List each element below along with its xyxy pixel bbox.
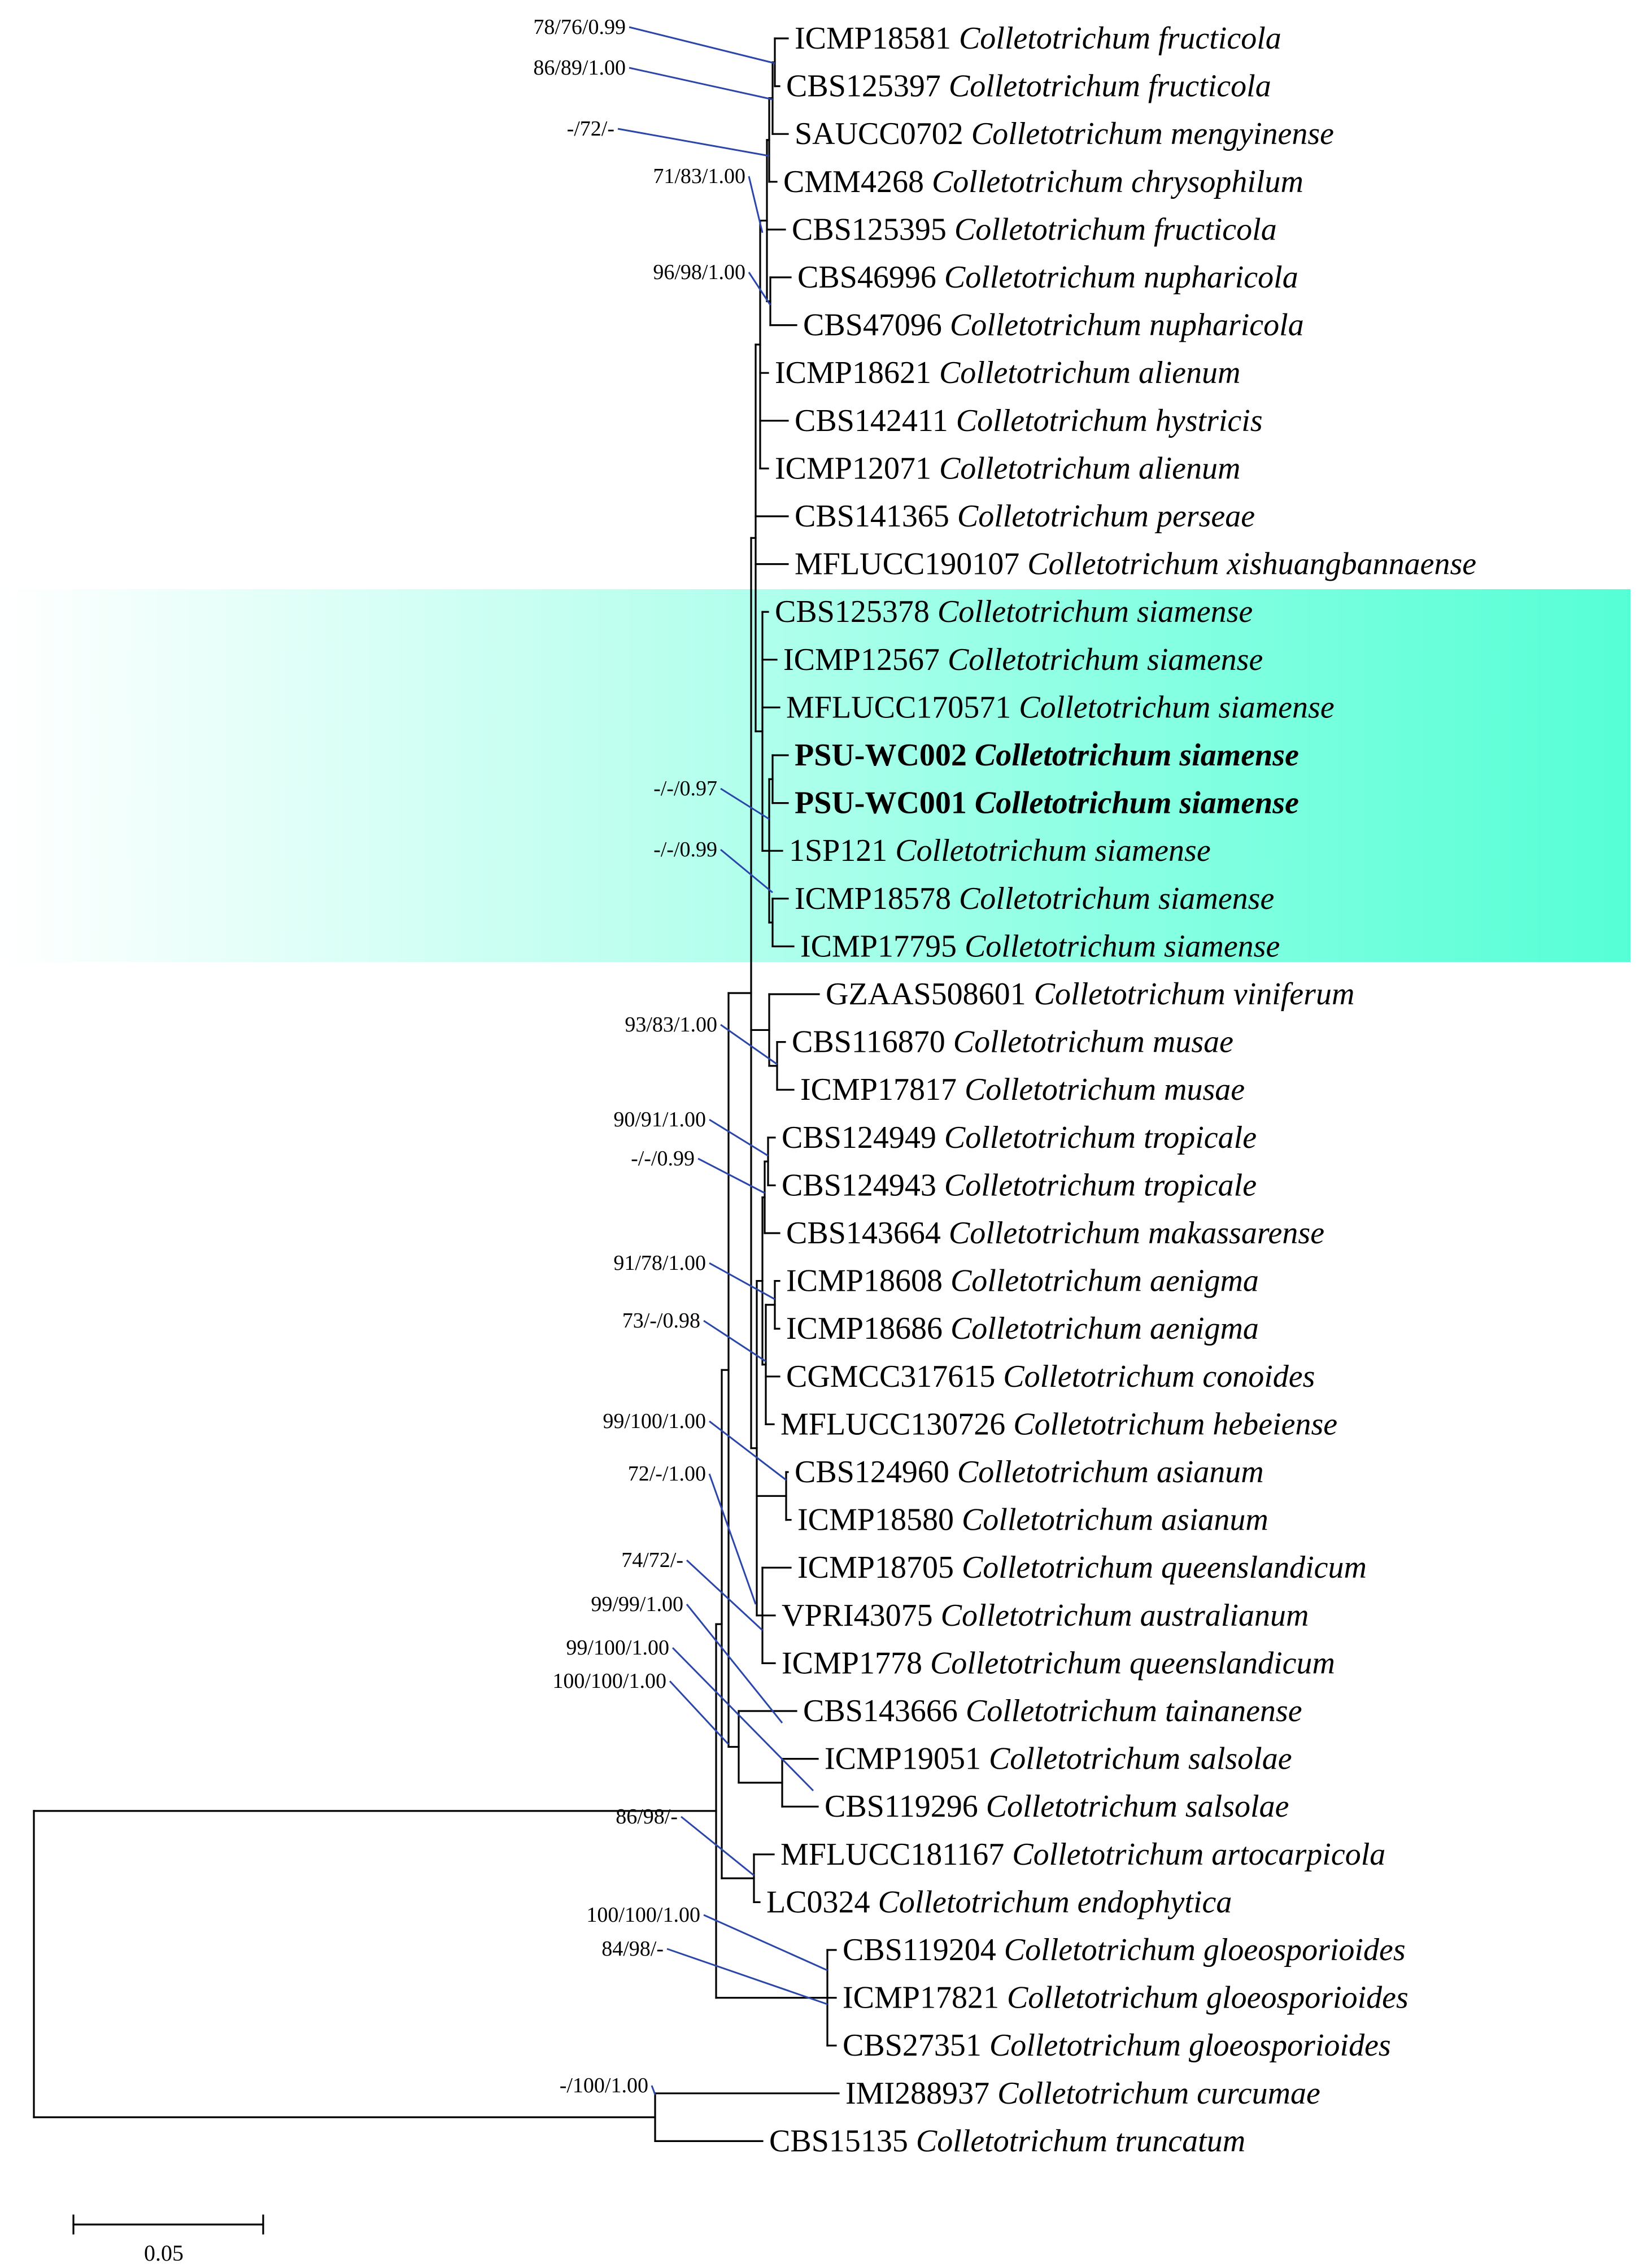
support-leader-line xyxy=(704,1915,827,1970)
taxon-label xyxy=(803,1694,1302,1729)
strain-id: ICMP12567 xyxy=(783,642,948,677)
strain-id: PSU-WC001 xyxy=(795,785,975,821)
species-name: Colletotrichum gloeosporioides xyxy=(1006,1980,1408,2015)
strain-id: SAUCC0702 xyxy=(795,116,971,152)
species-name: Colletotrichum siamense xyxy=(958,881,1275,916)
strain-id: CBS143664 xyxy=(786,1216,949,1251)
species-name: Colletotrichum alienum xyxy=(939,355,1241,391)
species-name: Colletotrichum australianum xyxy=(940,1597,1309,1633)
species-name: Colletotrichum siamense xyxy=(1019,690,1335,725)
species-name: Colletotrichum siamense xyxy=(937,594,1253,630)
species-name: Colletotrichum fructicola xyxy=(958,21,1281,56)
support-value: 72/-/1.00 xyxy=(627,1462,706,1486)
species-name: Colletotrichum nupharicola xyxy=(949,307,1304,343)
strain-id: GZAAS508601 xyxy=(826,977,1034,1012)
support-leader-line xyxy=(629,68,773,99)
strain-id: 1SP121 xyxy=(789,833,896,869)
taxon-label xyxy=(783,164,1303,199)
taxon-label xyxy=(843,1932,1406,1967)
support-value: 100/100/1.00 xyxy=(586,1903,700,1927)
species-name: Colletotrichum siamense xyxy=(947,642,1263,677)
taxon-label xyxy=(797,1503,1268,1538)
taxon-label xyxy=(766,1884,1232,1919)
taxon-label xyxy=(843,2028,1391,2063)
strain-id: LC0324 xyxy=(766,1884,878,1920)
taxon-label xyxy=(795,499,1255,534)
support-value: -/-/0.99 xyxy=(631,1147,695,1170)
taxon-label xyxy=(800,1072,1245,1107)
strain-id: PSU-WC002 xyxy=(795,738,975,773)
species-name: Colletotrichum aenigma xyxy=(950,1263,1259,1299)
species-name: Colletotrichum queenslandicum xyxy=(961,1550,1367,1586)
support-value: 71/83/1.00 xyxy=(653,164,745,188)
taxon-label xyxy=(789,833,1211,868)
support-value: -/72/- xyxy=(566,117,614,141)
species-name: Colletotrichum gloeosporioides xyxy=(989,2028,1391,2064)
support-value: 99/100/1.00 xyxy=(603,1409,706,1433)
species-name: Colletotrichum perseae xyxy=(957,499,1255,534)
taxon-label xyxy=(782,1598,1309,1633)
species-name: Colletotrichum gloeosporioides xyxy=(1004,1932,1406,1967)
taxon-label xyxy=(803,308,1304,343)
species-name: Colletotrichum xishuangbannaense xyxy=(1027,546,1477,582)
support-value: 86/89/1.00 xyxy=(533,56,626,80)
taxon-label xyxy=(825,1789,1289,1824)
strain-id: CGMCC317615 xyxy=(786,1359,1004,1394)
species-name: Colletotrichum makassarense xyxy=(948,1216,1325,1251)
taxon-label xyxy=(775,355,1240,390)
strain-id: CBS119204 xyxy=(843,1932,1004,1967)
taxon-label xyxy=(795,547,1476,582)
species-name: Colletotrichum siamense xyxy=(964,929,1280,964)
species-name: Colletotrichum mengyinense xyxy=(971,116,1335,152)
taxon-label xyxy=(795,738,1299,773)
support-value: -/-/0.99 xyxy=(653,838,717,861)
taxon-label xyxy=(786,69,1271,104)
strain-id: MFLUCC181167 xyxy=(780,1836,1013,1872)
taxon-label xyxy=(797,1550,1367,1585)
species-name: Colletotrichum hystricis xyxy=(956,403,1263,438)
species-name: Colletotrichum siamense xyxy=(974,738,1299,773)
strain-id: CBS124949 xyxy=(782,1120,944,1155)
support-value: 93/83/1.00 xyxy=(625,1013,717,1037)
species-name: Colletotrichum truncatum xyxy=(915,2123,1246,2159)
strain-id: CBS142411 xyxy=(795,403,956,438)
support-leader-line xyxy=(709,1474,756,1604)
taxon-label xyxy=(775,594,1253,629)
taxon-label xyxy=(786,1359,1315,1394)
species-name: Colletotrichum musae xyxy=(964,1072,1245,1108)
support-value: 73/-/0.98 xyxy=(622,1309,700,1333)
support-value: 78/76/0.99 xyxy=(533,15,626,39)
strain-id: CBS125397 xyxy=(786,68,949,104)
support-leader-line xyxy=(681,1817,754,1875)
strain-id: ICMP1778 xyxy=(782,1646,930,1681)
strain-id: ICMP18621 xyxy=(775,355,939,391)
taxon-label xyxy=(845,2076,1320,2111)
support-leader-line xyxy=(698,1159,765,1193)
taxon-label xyxy=(792,212,1277,247)
species-name: Colletotrichum endophytica xyxy=(878,1884,1232,1920)
taxon-label xyxy=(782,1120,1257,1155)
strain-id: ICMP18705 xyxy=(797,1550,962,1586)
support-leader-line xyxy=(629,27,775,63)
taxon-label xyxy=(786,1216,1324,1251)
support-value: 86/98/- xyxy=(616,1805,678,1829)
species-name: Colletotrichum siamense xyxy=(895,833,1211,869)
taxon-label xyxy=(800,929,1280,964)
strain-id: CMM4268 xyxy=(783,164,932,199)
support-leader-line xyxy=(749,176,762,233)
strain-id: VPRI43075 xyxy=(782,1597,941,1633)
support-leader-line xyxy=(670,1681,729,1744)
strain-id: CBS141365 xyxy=(795,499,957,534)
species-name: Colletotrichum aenigma xyxy=(950,1311,1259,1347)
strain-id: CBS47096 xyxy=(803,307,950,343)
taxon-label xyxy=(795,21,1281,56)
species-name: Colletotrichum fructicola xyxy=(948,68,1271,104)
strain-id: ICMP17821 xyxy=(843,1980,1007,2015)
species-name: Colletotrichum tropicale xyxy=(944,1120,1257,1155)
species-name: Colletotrichum chrysophilum xyxy=(931,164,1303,199)
taxon-label xyxy=(795,786,1299,821)
taxon-label xyxy=(775,451,1240,486)
support-leader-line xyxy=(618,129,769,156)
strain-id: CBS116870 xyxy=(792,1024,953,1060)
taxon-label xyxy=(780,1407,1337,1442)
strain-id: ICMP12071 xyxy=(775,451,939,486)
strain-id: ICMP18686 xyxy=(786,1311,950,1347)
strain-id: ICMP18580 xyxy=(797,1502,962,1538)
species-name: Colletotrichum siamense xyxy=(974,785,1299,821)
support-value: 91/78/1.00 xyxy=(613,1251,706,1275)
taxon-label xyxy=(786,1264,1259,1299)
taxon-label xyxy=(825,1742,1292,1777)
species-name: Colletotrichum viniferum xyxy=(1034,977,1355,1012)
support-value: 99/100/1.00 xyxy=(566,1636,669,1660)
support-value: 99/99/1.00 xyxy=(591,1592,683,1616)
species-name: Colletotrichum curcumae xyxy=(997,2075,1320,2111)
strain-id: ICMP17795 xyxy=(800,929,965,964)
species-name: Colletotrichum tropicale xyxy=(944,1168,1257,1203)
species-name: Colletotrichum asianum xyxy=(957,1455,1264,1490)
taxon-label xyxy=(795,116,1334,151)
support-leader-line xyxy=(709,1263,775,1299)
support-value: 74/72/- xyxy=(621,1548,683,1572)
species-name: Colletotrichum musae xyxy=(953,1024,1233,1060)
species-name: Colletotrichum artocarpicola xyxy=(1012,1836,1386,1872)
strain-id: IMI288937 xyxy=(845,2075,998,2111)
taxon-label xyxy=(795,881,1274,916)
species-name: Colletotrichum nupharicola xyxy=(944,260,1298,295)
support-leader-line xyxy=(652,2086,655,2095)
support-leader-line xyxy=(667,1949,827,2004)
strain-id: MFLUCC190107 xyxy=(795,546,1028,582)
taxon-label xyxy=(780,1837,1385,1872)
strain-id: MFLUCC170571 xyxy=(786,690,1019,725)
tree-branches xyxy=(34,38,839,2141)
support-leader-line xyxy=(687,1560,762,1630)
strain-id: CBS124960 xyxy=(795,1455,957,1490)
taxon-label xyxy=(782,1168,1257,1203)
strain-id: CBS125395 xyxy=(792,212,954,247)
strain-id: CBS124943 xyxy=(782,1168,944,1203)
taxon-label xyxy=(792,1025,1233,1060)
taxon-label xyxy=(843,1980,1408,2015)
species-name: Colletotrichum hebeiense xyxy=(1013,1407,1338,1442)
species-name: Colletotrichum fructicola xyxy=(954,212,1277,247)
taxon-label xyxy=(795,403,1263,438)
support-value: -/-/0.97 xyxy=(653,777,717,800)
taxon-labels xyxy=(766,21,1476,2158)
strain-id: CBS27351 xyxy=(843,2028,989,2064)
taxon-label xyxy=(783,642,1263,677)
support-value: 100/100/1.00 xyxy=(552,1669,666,1693)
species-name: Colletotrichum salsolae xyxy=(985,1789,1289,1825)
species-name: Colletotrichum alienum xyxy=(939,451,1241,486)
species-name: Colletotrichum tainanense xyxy=(965,1694,1302,1729)
scale-bar-label: 0.05 xyxy=(144,2240,184,2266)
taxon-label xyxy=(795,1455,1264,1490)
strain-id: ICMP18608 xyxy=(786,1263,950,1299)
strain-id: CBS143666 xyxy=(803,1694,966,1729)
support-value: -/100/1.00 xyxy=(559,2074,648,2097)
strain-id: ICMP19051 xyxy=(825,1741,989,1777)
taxon-label xyxy=(769,2123,1245,2158)
species-name: Colletotrichum salsolae xyxy=(988,1741,1292,1777)
strain-id: CBS119296 xyxy=(825,1789,986,1825)
support-value: 96/98/1.00 xyxy=(653,260,745,284)
strain-id: MFLUCC130726 xyxy=(780,1407,1014,1442)
taxon-label xyxy=(786,690,1335,725)
species-name: Colletotrichum conoides xyxy=(1003,1359,1315,1394)
support-value-labels xyxy=(533,15,745,2097)
support-value: 84/98/- xyxy=(601,1937,664,1961)
support-value: 90/91/1.00 xyxy=(613,1108,706,1131)
strain-id: CBS125378 xyxy=(775,594,937,630)
strain-id: ICMP18581 xyxy=(795,21,959,56)
strain-id: CBS46996 xyxy=(797,260,944,295)
support-leader-line xyxy=(709,1120,768,1156)
taxon-label xyxy=(826,977,1354,1012)
strain-id: CBS15135 xyxy=(769,2123,916,2159)
species-name: Colletotrichum asianum xyxy=(961,1502,1268,1538)
strain-id: ICMP17817 xyxy=(800,1072,965,1108)
strain-id: ICMP18578 xyxy=(795,881,959,916)
scale-bar xyxy=(73,2215,263,2266)
species-name: Colletotrichum queenslandicum xyxy=(930,1646,1335,1681)
taxon-label xyxy=(786,1311,1259,1346)
taxon-label xyxy=(797,260,1298,295)
taxon-label xyxy=(782,1646,1335,1681)
